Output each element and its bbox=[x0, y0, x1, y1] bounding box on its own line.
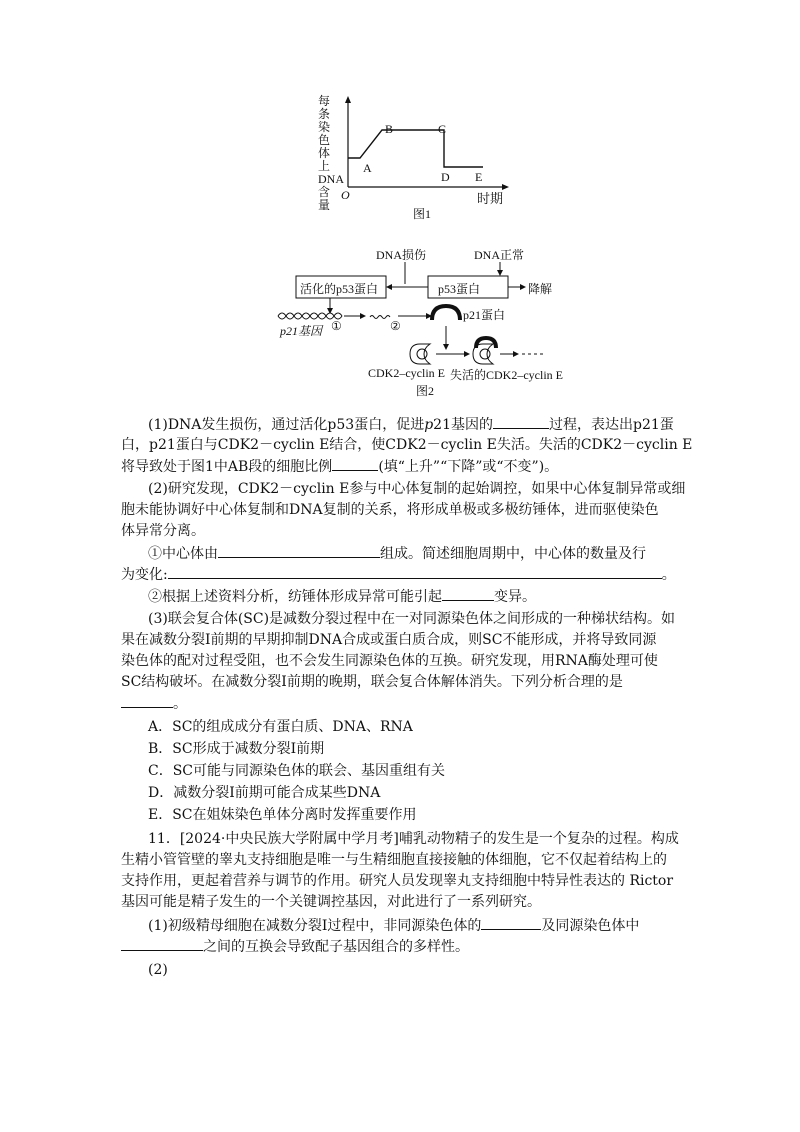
q11-line-3: 支持作用，更起着营养与调节的作用。研究人员发现睾丸支持细胞中特异性表达的 Rictor bbox=[121, 873, 674, 889]
p53-label: p53蛋白 bbox=[438, 282, 481, 296]
q3-line-1: (3)联会复合体(SC)是减数分裂过程中在一对同源染色体之间形成的一种梯状结构。如 bbox=[148, 611, 676, 627]
point-c-label: C bbox=[438, 122, 447, 136]
q1-line-3 bbox=[121, 456, 558, 477]
q2-line-1: (2)研究发现，CDK2－cyclin E参与中心体复制的起始调控，如果中心体复制异常或细 bbox=[148, 481, 686, 497]
q2-1-blank-1[interactable] bbox=[218, 543, 380, 558]
q1-line-2: 白，p21蛋白与CDK2－cyclin E结合，使CDK2－cyclin E失活。失活的CDK2－cyclin E bbox=[121, 437, 693, 453]
q11-line-2: 生精小管管壁的睾丸支持细胞是唯一与生精细胞直接接触的体细胞，它不仅起着结构上的 bbox=[121, 852, 667, 868]
step-2-label: ② bbox=[390, 319, 401, 333]
figure-1 bbox=[320, 95, 510, 220]
option-a: A．SC的组成成分有蛋白质、DNA、RNA bbox=[148, 719, 413, 735]
option-e: E．SC在姐妹染色单体分离时发挥重要作用 bbox=[148, 807, 417, 823]
q2-line-3: 体异常分离。 bbox=[121, 523, 205, 539]
p21-gene-label: p21基因 bbox=[280, 324, 323, 338]
origin-label: O bbox=[341, 188, 350, 202]
q11-line-4: 基因可能是精子发生的一个关键调控基因，对此进行了一系列研究。 bbox=[121, 894, 541, 910]
q2-1-text-d: 。 bbox=[661, 567, 676, 583]
option-c: C．SC可能与同源染色体的联会、基因重组有关 bbox=[148, 763, 446, 779]
q3-line-4: SC结构破坏。在减数分裂Ⅰ前期的晚期，联会复合体解体消失。下列分析合理的是 bbox=[121, 674, 623, 690]
point-a-label: A bbox=[363, 161, 372, 175]
q2-line-2: 胞未能协调好中心体复制和DNA复制的关系，将形成单极或多极纺锤体，进而驱使染色 bbox=[121, 502, 659, 518]
figure-2-caption: 图2 bbox=[416, 384, 435, 398]
figure-1-caption: 图1 bbox=[413, 207, 432, 221]
p21-protein-label: p21蛋白 bbox=[463, 308, 506, 322]
q1-blank-1[interactable] bbox=[493, 414, 549, 429]
point-b-label: B bbox=[385, 122, 394, 136]
q2-1-blank-2[interactable] bbox=[168, 564, 662, 579]
q1-text-c1: 将导致处于图1中AB段的细胞比例 bbox=[121, 459, 333, 475]
q11-1-line-1 bbox=[148, 915, 639, 936]
q11-1-line-2 bbox=[121, 936, 469, 957]
point-e-label: E bbox=[475, 170, 483, 184]
q2-1-text-c: 为变化: bbox=[121, 567, 168, 583]
figure-1-xlabel: 时期 bbox=[477, 191, 504, 206]
option-d: D．减数分裂Ⅰ前期可能合成某些DNA bbox=[148, 785, 381, 801]
q2-2-text-a: ②根据上述资料分析，纺锤体形成异常可能引起 bbox=[148, 589, 442, 605]
q11-line-1: 11．[2024·中央民族大学附属中学月考]哺乳动物精子的发生是一个复杂的过程。构成 bbox=[148, 831, 679, 847]
q1-italic-p: p bbox=[424, 417, 434, 433]
q1-text-a: (1)DNA发生损伤，通过活化p53蛋白，促进 bbox=[148, 417, 425, 433]
q2-1-line-1 bbox=[148, 543, 646, 564]
step-1-label: ① bbox=[331, 319, 342, 333]
q2-1-text-a: ①中心体由 bbox=[148, 546, 218, 562]
q1-line-1 bbox=[148, 414, 674, 435]
figure-2 bbox=[270, 244, 570, 398]
q11-1-blank-2[interactable] bbox=[121, 936, 203, 951]
cdk2-label: CDK2–cyclin E bbox=[368, 366, 445, 380]
q2-2-blank[interactable] bbox=[442, 586, 494, 601]
activated-p53-label: 活化的p53蛋白 bbox=[300, 282, 379, 296]
q11-2-line: (2) bbox=[148, 962, 168, 978]
q2-1-text-b: 组成。简述细胞周期中，中心体的数量及行 bbox=[380, 546, 646, 562]
q3-line-3: 染色体的配对过程受阻，也不会发生同源染色体的互换。研究发现，用RNA酶处理可使 bbox=[121, 653, 658, 669]
q2-2-line bbox=[148, 586, 536, 607]
q3-line-2: 果在减数分裂Ⅰ前期的早期抑制DNA合成或蛋白质合成，则SC不能形成，并将导致同源 bbox=[121, 632, 657, 648]
q3-blank[interactable] bbox=[121, 693, 173, 708]
q1-blank-2[interactable] bbox=[332, 456, 378, 471]
point-d-label: D bbox=[441, 170, 450, 184]
q11-1-text-a: (1)初级精母细胞在减数分裂Ⅰ过程中，非同源染色体的 bbox=[148, 918, 482, 934]
degrade-label: 降解 bbox=[528, 282, 553, 296]
q1-text-c2: (填“上升”“下降”或“不变”)。 bbox=[378, 459, 559, 475]
option-b: B．SC形成于减数分裂Ⅰ前期 bbox=[148, 741, 325, 757]
q1-text-a3: 过程，表达出p21蛋 bbox=[549, 417, 674, 433]
q3-text-e: 。 bbox=[173, 696, 187, 712]
q11-1-text-c: 之间的互换会导致配子基因组合的多样性。 bbox=[203, 939, 469, 955]
q3-line-5 bbox=[121, 693, 187, 714]
q2-1-line-2 bbox=[121, 564, 676, 585]
q2-2-text-b: 变异。 bbox=[494, 589, 536, 605]
figure-1-ylabel: 每条染色体上DNA含量 bbox=[318, 94, 344, 212]
dna-normal-label: DNA正常 bbox=[474, 248, 524, 262]
q1-text-a2: 21基因的 bbox=[433, 417, 493, 433]
dna-damage-label: DNA损伤 bbox=[376, 248, 426, 262]
q11-1-blank-1[interactable] bbox=[481, 915, 541, 930]
q11-1-text-b: 及同源染色体中 bbox=[541, 918, 640, 934]
cdk2-inactive-label: 失活的CDK2–cyclin E bbox=[450, 368, 563, 382]
